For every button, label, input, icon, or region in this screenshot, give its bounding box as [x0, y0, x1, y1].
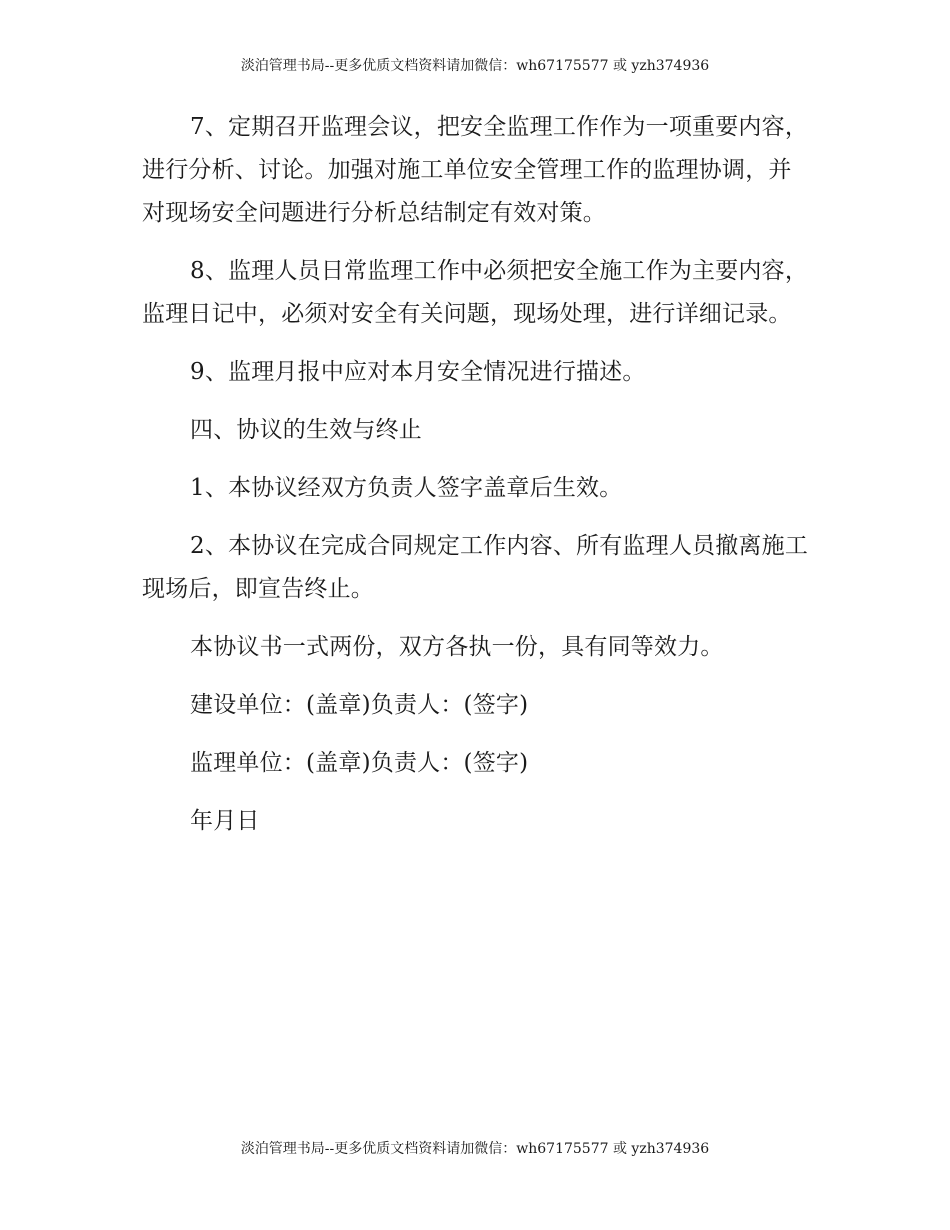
signature-line-client: 建设单位：(盖章)负责人：(签字)	[190, 692, 529, 718]
date-line: 年月日	[190, 808, 260, 834]
signature-line-supervisor: 监理单位：(盖章)负责人：(签字)	[190, 750, 529, 776]
paragraph-clause-2: 2、本协议在完成合同规定工作内容、所有监理人员撤离施工现场后，即宣告终止。	[142, 533, 809, 602]
section-heading-4: 四、协议的生效与终止	[190, 417, 422, 443]
paragraph-item-9: 9、监理月报中应对本月安全情况进行描述。	[190, 359, 646, 385]
paragraph-item-8: 8、监理人员日常监理工作中必须把安全施工作为主要内容，监理日记中，必须对安全有关问题，现场处理，进行详细记录。	[142, 258, 809, 327]
paragraph-copies: 本协议书一式两份，双方各执一份，具有同等效力。	[190, 634, 724, 660]
document-body	[142, 106, 812, 843]
page-footer: 淡泊管理书局--更多优质文档资料请加微信：wh67175577 或 yzh374936	[240, 1141, 710, 1157]
page-header: 淡泊管理书局--更多优质文档资料请加微信：wh67175577 或 yzh374936	[240, 58, 710, 74]
paragraph-item-7: 7、定期召开监理会议，把安全监理工作作为一项重要内容，进行分析、讨论。加强对施工单位安全管理工作的监理协调，并对现场安全问题进行分析总结制定有效对策。	[142, 114, 809, 226]
paragraph-clause-1: 1、本协议经双方负责人签字盖章后生效。	[190, 475, 623, 501]
